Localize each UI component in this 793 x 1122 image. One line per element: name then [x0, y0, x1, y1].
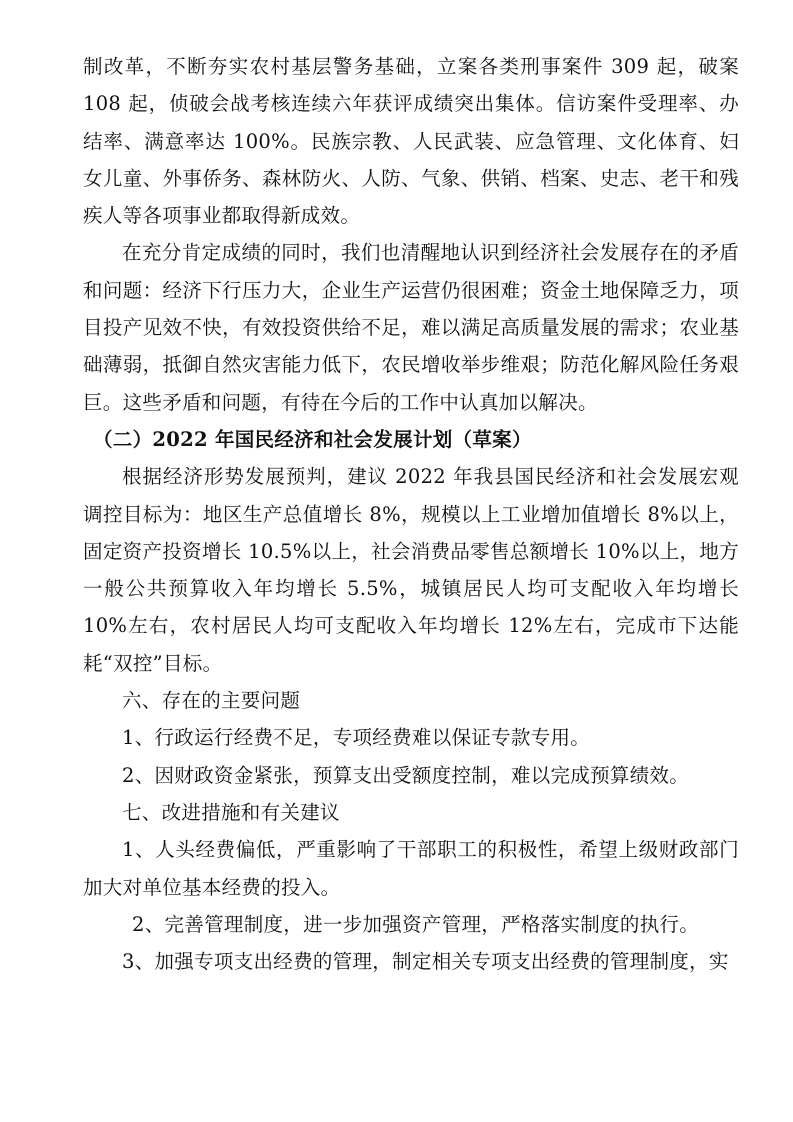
list-item-problem-2: 2、因财政资金紧张，预算支出受额度控制，难以完成预算绩效。 — [122, 763, 690, 787]
section-heading-improvements: 七、改进措施和有关建议 — [122, 800, 340, 824]
list-item-suggestion-2: 2、完善管理制度，进一步加强资产管理，严格落实制度的执行。 — [132, 912, 700, 936]
document-body — [83, 48, 739, 980]
paragraph-problems: 在充分肯定成绩的同时，我们也清醒地认识到经济社会发展存在的矛盾和问题：经济下行压力大，企业生产运营仍很困难；资金土地保障乏力，项目投产见效不快，有效投资供给不足，难以满足高质量发展的需求；农业基础薄弱，抵御自然灾害能力低下，农民增收举步维艰；防范化解风险任务艰巨。这些矛盾和问题，有待在今后的工作中认真加以解决。 — [83, 241, 739, 414]
paragraph-2022-targets: 根据经济形势发展预判，建议 2022 年我县国民经济和社会发展宏观调控目标为：地区生产总值增长 8%，规模以上工业增加值增长 8%以上，固定资产投资增长 10.5%以上，社会消费品零售总额增长 10%以上，地方一般公共预算收入年均增长 5.5%，城镇居民人均可支配收入年均增长 10%左右，农村居民人均可支配收入年均增长 12%左右，完成市下达能耗“双控”目标。 — [83, 465, 739, 675]
list-item-suggestion-1: 1、人头经费偏低，严重影响了干部职工的积极性，希望上级财政部门加大对单位基本经费的投入。 — [83, 838, 739, 899]
section-heading-2022-plan: （二）2022 年国民经济和社会发展计划（草案） — [93, 427, 532, 451]
paragraph-continued-achievements: 制改革，不断夯实农村基层警务基础，立案各类刑事案件 309 起，破案 108 起，侦破会战考核连续六年获评成绩突出集体。信访案件受理率、办结率、满意率达 100%。民族宗教、人民武装、应急管理、文化体育、妇女儿童、外事侨务、森林防火、人防、气象、供销、档案、史志、老干和残疾人等各项事业都取得新成效。 — [83, 55, 739, 228]
list-item-problem-1: 1、行政运行经费不足，专项经费难以保证专款专用。 — [122, 726, 591, 750]
section-heading-main-problems: 六、存在的主要问题 — [122, 689, 301, 713]
list-item-suggestion-3: 3、加强专项支出经费的管理，制定相关专项支出经费的管理制度，实 — [122, 950, 729, 974]
